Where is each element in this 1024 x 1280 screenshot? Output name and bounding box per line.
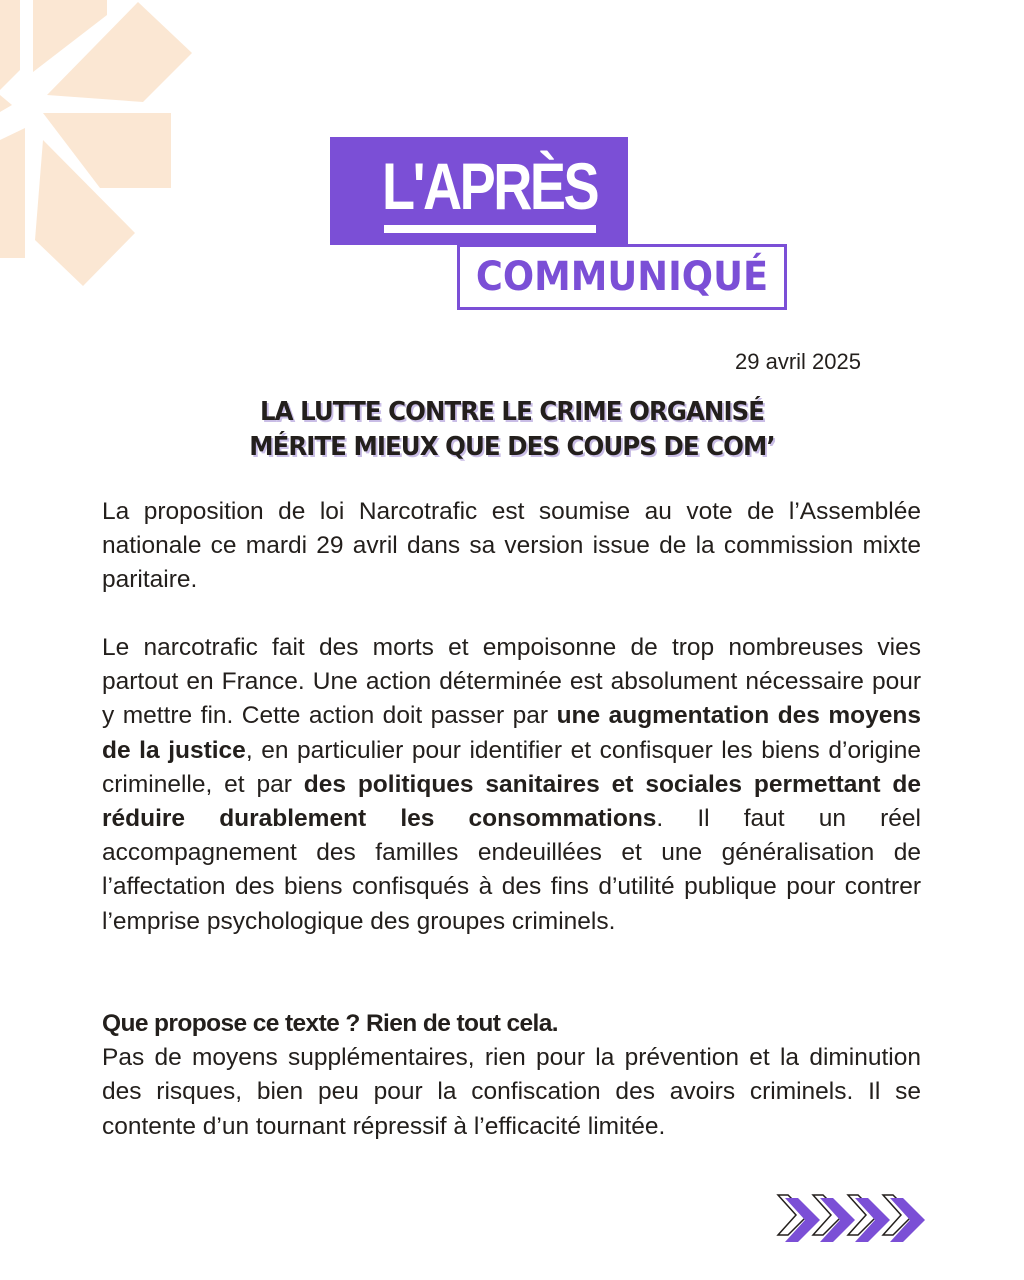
logo-doctype-label: COMMUNIQUÉ [475,254,769,300]
logo-brand-name: L'APRÈS [382,149,598,223]
logo-doctype-box [457,244,787,310]
starburst-decor-icon [0,0,200,290]
paragraph-question: Que propose ce texte ? Rien de tout cela. [102,1010,558,1037]
paragraph-text: . Il faut un réel accompagnement des familles endeuillées et une généralisation de l’affectation des biens confisqués à des fins d’utilité publique pour contrer l’emprise psychologique des groupes criminels. [102,805,921,935]
paragraph-intro: La proposition de loi Narcotrafic est soumise au vote de l’Assemblée nationale ce mardi 29 avril dans sa version issue de la commission mixte paritaire. [102,498,921,594]
publication-date: 29 avril 2025 [735,349,861,374]
paragraph-text: Le narcotrafic fait des morts et empoisonne de trop nombreuses vies partout en France. Une action déterminée est absolument nécessaire pour y mettre fin. Cette action doit passer par [102,634,921,730]
chevrons-right-icon [770,1188,926,1248]
paragraph-emphasis: des politiques sanitaires et sociales permettant de réduire durablement les consommations [102,770,921,833]
paragraph-text: Pas de moyens supplémentaires, rien pour la prévention et la diminution des risques, bien peu pour la confiscation des avoirs criminels. Il se contente d’un tournant répressif à l’efficacité limitée. [102,1044,921,1140]
title-line-1: LA LUTTE CONTRE LE CRIME ORGANISÉ [259,397,765,427]
paragraph-analysis [102,631,921,939]
logo-underline [384,225,596,233]
paragraph-text: , en particulier pour identifier et confisquer les biens d’origine criminelle, et par [102,736,921,798]
paragraph-emphasis: une augmentation des moyens de la justice [102,702,921,764]
paragraph-conclusion [102,1007,921,1144]
page-title [0,395,1024,465]
title-line-2: MÉRITE MIEUX QUE DES COUPS DE COM’ [249,432,775,462]
logo-brand-box [330,137,628,245]
